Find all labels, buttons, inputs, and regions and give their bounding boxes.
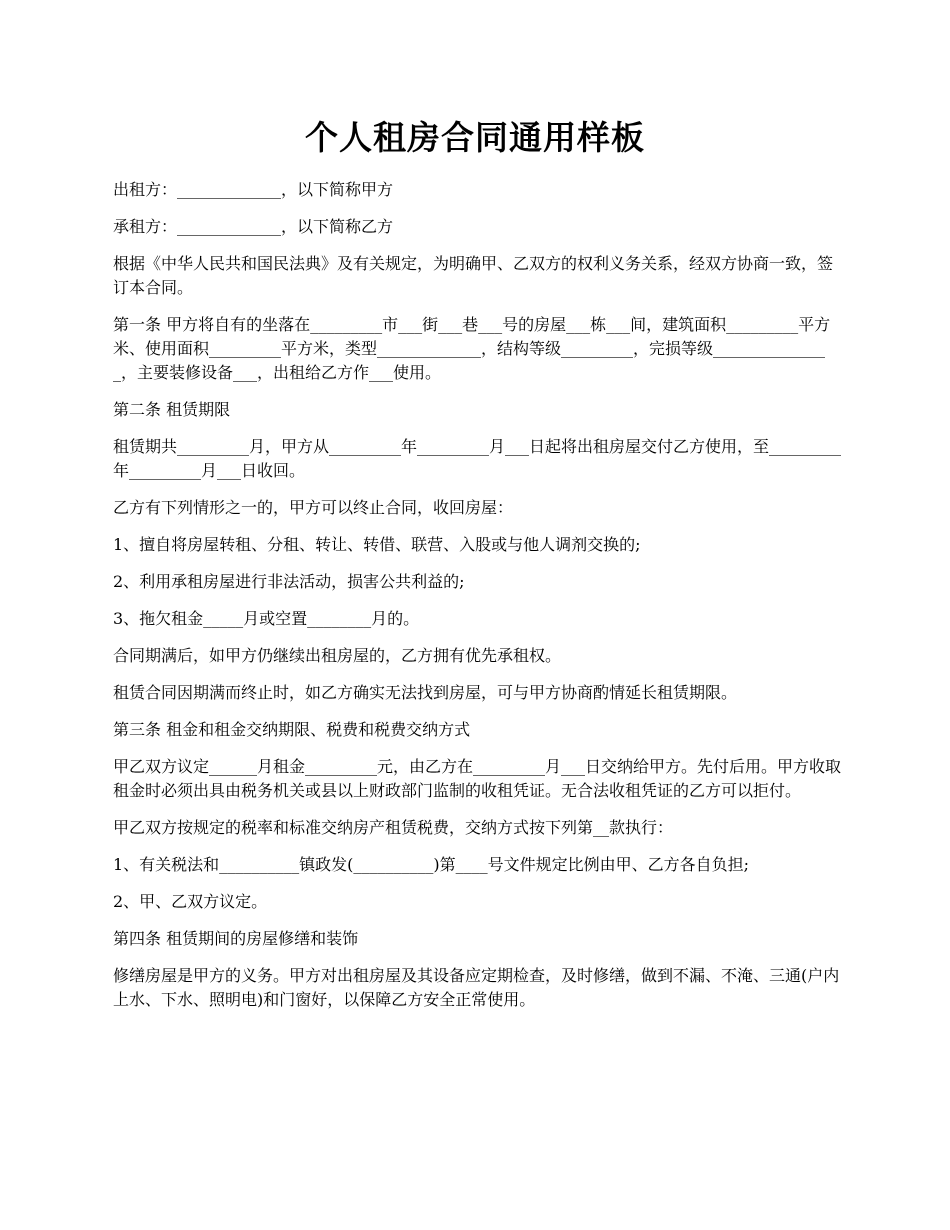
tax-payment-intro: 甲乙双方按规定的税率和标准交纳房产租赁税费，交纳方式按下列第__款执行：: [113, 818, 674, 837]
extension-clause: 租赁合同因期满而终止时，如乙方确实无法找到房屋，可与甲方协商酌情延长租赁期限。: [113, 683, 738, 702]
document-title: 个人租房合同通用样板: [305, 118, 645, 157]
repair-obligation: 修缮房屋是甲方的义务。甲方对出租房屋及其设备应定期检查，及时修缮，做到不漏、不淹、三通(户内上水、下水、照明电)和门窗好，以保障乙方安全正常使用。: [113, 966, 840, 1009]
lease-term: 租赁期共_________月，甲方从_________年_________月___日起将出租房屋交付乙方使用，至_________年_________月___日收回。: [113, 437, 842, 480]
document-body: [113, 178, 843, 1025]
rent-payment: 甲乙双方议定______月租金_________元，由乙方在_________月___日交纳给甲方。先付后用。甲方收取租金时必须出具由税务机关或县以上财政部门监制的收租凭证。无合法收租凭证的乙方可以拒付。: [113, 757, 842, 800]
termination-item-3: 3、拖欠租金_____月或空置________月的。: [113, 609, 420, 628]
article-1: 第一条 甲方将自有的坐落在_________市___街___巷___号的房屋___栋___间，建筑面积_________平方米、使用面积_________平方米，类型_____________，结构等级_________，完损等级_______________，主要装修设备___，出租给乙方作___使用。: [113, 315, 831, 382]
party-lessee: 承租方：_____________，以下简称乙方: [113, 217, 394, 236]
article-4-heading: 第四条 租赁期间的房屋修缮和装饰: [113, 929, 359, 948]
priority-renewal: 合同期满后，如甲方仍继续出租房屋的，乙方拥有优先承租权。: [113, 646, 562, 665]
termination-intro: 乙方有下列情形之一的，甲方可以终止合同，收回房屋：: [113, 498, 514, 517]
tax-item-1: 1、有关税法和__________镇政发(__________)第____号文件规定比例由甲、乙方各自负担;: [113, 855, 750, 874]
termination-item-1: 1、擅自将房屋转租、分租、转让、转借、联营、入股或与他人调剂交换的;: [113, 535, 641, 554]
party-lessor: 出租方：_____________，以下简称甲方: [113, 180, 394, 199]
preamble: 根据《中华人民共和国民法典》及有关规定，为明确甲、乙双方的权利义务关系，经双方协商一致，签订本合同。: [113, 254, 834, 297]
tax-item-2: 2、甲、乙双方议定。: [113, 892, 268, 911]
article-3-heading: 第三条 租金和租金交纳期限、税费和税费交纳方式: [113, 720, 471, 739]
article-2-heading: 第二条 租赁期限: [113, 400, 231, 419]
termination-item-2: 2、利用承租房屋进行非法活动，损害公共利益的;: [113, 572, 465, 591]
